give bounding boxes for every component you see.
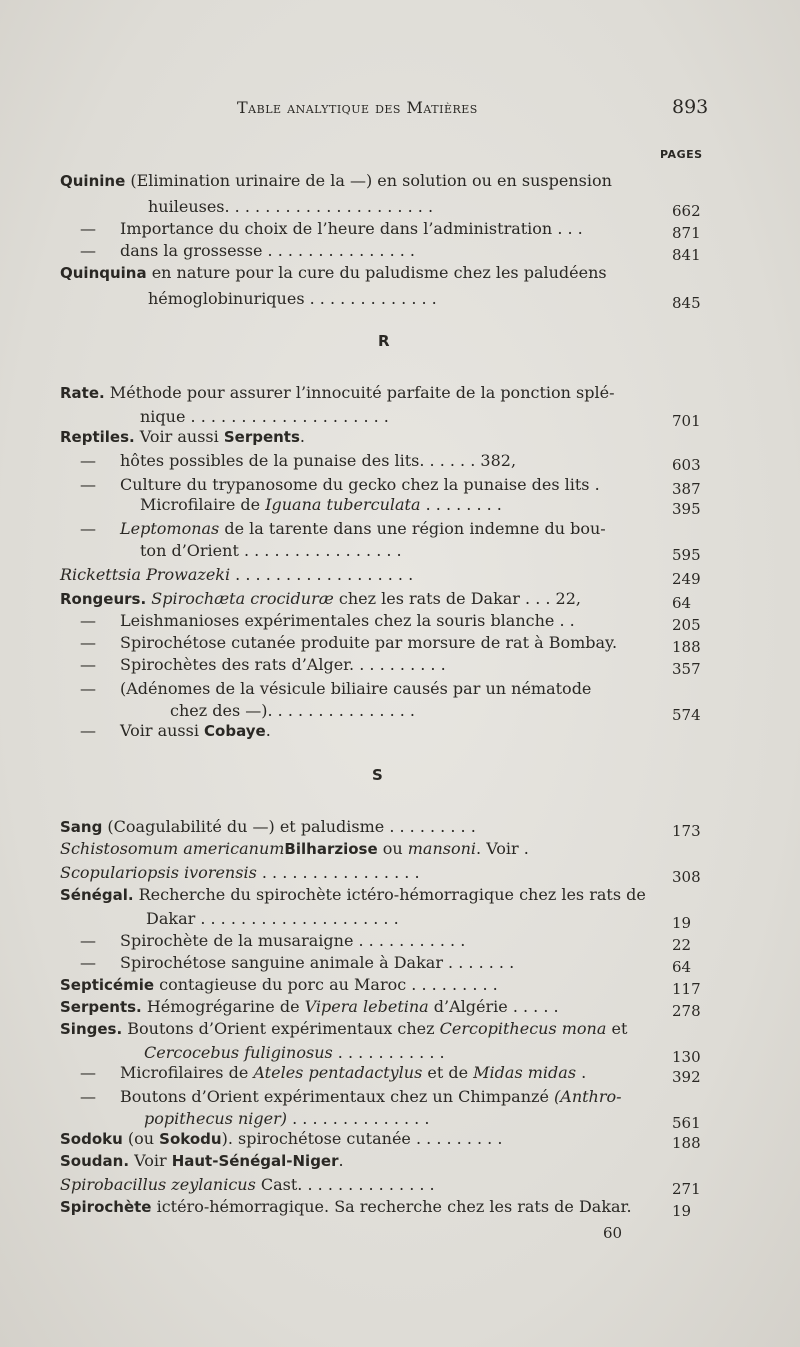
entry-page-ref: 395 <box>672 500 701 518</box>
index-line-text <box>80 632 617 654</box>
entry-keyword: Reptiles. <box>60 428 135 446</box>
entry-page-ref: 278 <box>672 1002 701 1020</box>
entry-text: . <box>523 839 529 858</box>
index-line <box>60 450 701 474</box>
index-line <box>60 1196 692 1220</box>
index-line-text <box>80 610 575 632</box>
entry-text: Boutons d’Orient expérimentaux chez <box>122 1019 440 1038</box>
entry-keyword: Soudan. <box>60 1152 130 1170</box>
entry-text: . <box>299 427 305 446</box>
entry-page-ref: 574 <box>672 706 701 724</box>
ditto-dash: — <box>80 1087 96 1106</box>
index-line <box>60 1086 660 1108</box>
index-line <box>60 632 701 656</box>
entry-text: Importance du choix de l’heure dans l’administration . . . <box>120 219 583 238</box>
index-line <box>60 240 701 264</box>
entry-keyword: Sénégal. <box>60 886 134 904</box>
entry-italic: Iguana tuberculata <box>265 495 421 514</box>
entry-text: Voir <box>129 1151 172 1170</box>
entry-page-ref: 173 <box>672 822 701 840</box>
index-line <box>60 218 701 242</box>
entry-text: dans la grossesse . . . . . . . . . . . . . . . <box>120 241 416 260</box>
entry-page-ref: 188 <box>672 638 701 656</box>
entry-text: . . . . . . . . . . . . . . . . <box>256 863 420 882</box>
ditto-dash: — <box>80 721 96 740</box>
index-line-text <box>170 700 415 722</box>
index-line <box>60 1174 701 1198</box>
entry-text: Hémogrégarine de <box>141 997 305 1016</box>
entry-page-ref: 561 <box>672 1114 701 1132</box>
index-line-text <box>60 862 420 884</box>
index-line-text <box>80 654 446 676</box>
index-line-text <box>60 426 305 448</box>
entry-text: ictéro-hémorragique. Sa recherche chez les rats de Dakar. <box>151 1197 632 1216</box>
index-line-text <box>80 952 514 974</box>
entry-text: (ou <box>122 1129 160 1148</box>
entry-text: Spirochète de la musaraigne . . . . . . . . . . . <box>120 931 466 950</box>
entry-text: Culture du trypanosome du gecko chez la punaise des lits . <box>120 475 600 494</box>
ditto-dash: — <box>80 679 96 698</box>
signature-mark: 60 <box>603 1224 623 1242</box>
index-line-text <box>144 1108 429 1130</box>
entry-keyword: Sokodu <box>159 1130 222 1148</box>
entry-keyword: Singes. <box>60 1020 123 1038</box>
entry-keyword: Cobaye <box>204 722 266 740</box>
entry-text: huileuses. . . . . . . . . . . . . . . . . . . . . <box>148 197 434 216</box>
entry-italic: Vipera lebetina <box>304 997 429 1016</box>
index-line <box>60 884 660 906</box>
entry-text: . <box>265 721 271 740</box>
entry-page-ref: 271 <box>672 1180 701 1198</box>
index-line-text <box>60 838 529 860</box>
index-line-text <box>60 884 646 906</box>
entry-text: ton d’Orient . . . . . . . . . . . . . . . . <box>140 541 402 560</box>
index-line <box>60 382 660 404</box>
entry-italic: Midas midas <box>473 1063 577 1082</box>
entry-keyword: Quinquina <box>60 264 147 282</box>
index-line <box>60 610 701 634</box>
index-line-text <box>146 908 399 930</box>
index-line <box>60 518 660 540</box>
index-line <box>60 1042 701 1066</box>
entry-keyword: Bilharziose <box>284 840 378 858</box>
entry-page-ref: 662 <box>672 202 701 220</box>
entry-italic: (Anthro- <box>554 1087 622 1106</box>
entry-page-ref: 19 <box>672 914 692 932</box>
entry-page-ref: 22 <box>672 936 692 954</box>
entry-page-ref: 841 <box>672 246 701 264</box>
entry-text: (Coagulabilité du —) et paludisme . . . . . . . . . <box>102 817 476 836</box>
entry-text: . <box>338 1151 344 1170</box>
entry-page-ref: 205 <box>672 616 701 634</box>
entry-italic: Schistosomum americanum <box>60 839 285 858</box>
index-line <box>60 654 701 678</box>
entry-keyword: Quinine <box>60 172 126 190</box>
entry-text: chez des —). . . . . . . . . . . . . . . <box>170 701 415 720</box>
entry-text: Dakar . . . . . . . . . . . . . . . . . . . . <box>146 909 399 928</box>
entry-text: Spirochétose cutanée produite par morsure de rat à Bombay. <box>120 633 618 652</box>
entry-text: (Adénomes de la vésicule biliaire causés par un nématode <box>120 679 592 698</box>
entry-text: Méthode pour assurer l’innocuité parfaite de la ponction splé- <box>104 383 615 402</box>
entry-text: ). spirochétose cutanée . . . . . . . . . <box>221 1129 503 1148</box>
entry-text: et de <box>422 1063 474 1082</box>
index-line <box>60 862 701 886</box>
index-line <box>60 720 660 742</box>
entry-page-ref: 130 <box>672 1048 701 1066</box>
index-line <box>60 678 660 700</box>
index-line <box>60 262 660 284</box>
ditto-dash: — <box>80 611 96 630</box>
index-line-text <box>60 262 607 284</box>
entry-text: Leishmanioses expérimentales chez la souris blanche . . <box>120 611 575 630</box>
entry-page-ref: 357 <box>672 660 701 678</box>
ditto-dash: — <box>80 1063 96 1082</box>
index-line-text <box>60 564 413 586</box>
index-line-text <box>60 588 581 610</box>
index-line-text <box>80 218 583 240</box>
index-line <box>60 974 701 998</box>
entry-keyword: Sang <box>60 818 103 836</box>
index-line-text <box>80 450 516 472</box>
index-line-text <box>80 1062 586 1084</box>
entry-text: Boutons d’Orient expérimentaux chez un Chimpanzé <box>120 1087 555 1106</box>
entry-italic: mansoni <box>407 839 477 858</box>
index-line <box>60 474 701 498</box>
entry-page-ref: 117 <box>672 980 701 998</box>
entry-italic: Ateles pentadactylus <box>253 1063 423 1082</box>
entry-italic: Spirobacillus zeylanicus <box>60 1175 256 1194</box>
index-line-text <box>60 974 498 996</box>
index-line-text <box>140 406 389 428</box>
index-line-text <box>148 196 433 218</box>
entry-page-ref: 387 <box>672 480 701 498</box>
entry-text: hémoglobinuriques . . . . . . . . . . . . . <box>148 289 437 308</box>
page-number: 893 <box>672 96 709 118</box>
entry-text: Spirochétose sanguine animale à Dakar . . . . . . . <box>120 953 515 972</box>
index-line-text <box>80 678 591 700</box>
ditto-dash: — <box>80 219 96 238</box>
entry-text: . . . . . . . . . . . . . . . . . . <box>230 565 414 584</box>
index-line-text <box>80 720 271 742</box>
entry-page-ref: 871 <box>672 224 701 242</box>
index-line-text <box>60 1128 502 1150</box>
entry-text: . . . . . . . . . . . . . . <box>287 1109 430 1128</box>
entry-text: . <box>576 1063 587 1082</box>
index-line-text <box>60 1150 344 1172</box>
index-line-text <box>60 996 559 1018</box>
entry-page-ref: 701 <box>672 412 701 430</box>
entry-page-ref: 64 <box>672 594 692 612</box>
entry-italic: Cercopithecus mona <box>439 1019 607 1038</box>
entry-text: Cast. . . . . . . . . . . . . . <box>255 1175 435 1194</box>
entry-keyword: Haut-Sénégal-Niger <box>171 1152 339 1170</box>
ditto-dash: — <box>80 953 96 972</box>
index-line-text <box>60 1196 632 1218</box>
index-line-text <box>60 1018 627 1040</box>
index-line <box>60 952 692 976</box>
entry-page-ref: 64 <box>672 958 692 976</box>
running-title: Table analytique des Matières <box>237 98 478 117</box>
index-line-text <box>144 1042 445 1064</box>
index-line-text <box>148 288 437 310</box>
index-line-text <box>80 930 465 952</box>
entry-text: Voir aussi <box>120 721 205 740</box>
index-line-text <box>140 494 502 516</box>
index-line-text <box>60 1174 435 1196</box>
entry-text: Spirochètes des rats d’Alger. . . . . . . . . . <box>120 655 446 674</box>
index-line <box>60 426 660 448</box>
entry-keyword: Rate. <box>60 384 105 402</box>
index-line <box>60 816 701 840</box>
index-line <box>60 564 701 588</box>
entry-text: contagieuse du porc au Maroc . . . . . . . . . <box>154 975 498 994</box>
entry-italic: popithecus niger) <box>144 1109 288 1128</box>
index-line <box>60 1018 660 1040</box>
entry-text: . . . . . . . . <box>420 495 502 514</box>
entry-keyword: Sodoku <box>60 1130 123 1148</box>
ditto-dash: — <box>80 241 96 260</box>
index-line-text <box>80 240 415 262</box>
ditto-dash: — <box>80 931 96 950</box>
ditto-dash: — <box>80 519 96 538</box>
entry-page-ref: 249 <box>672 570 701 588</box>
index-line <box>60 196 701 220</box>
entry-keyword: Rongeurs. <box>60 590 147 608</box>
entry-page-ref: 392 <box>672 1068 701 1086</box>
index-line <box>60 1150 660 1172</box>
entry-page-ref: 845 <box>672 294 701 312</box>
entry-keyword: Spirochète <box>60 1198 152 1216</box>
ditto-dash: — <box>80 655 96 674</box>
ditto-dash: — <box>80 451 96 470</box>
entry-page-ref: 188 <box>672 1134 701 1152</box>
entry-page-ref: 19 <box>672 1202 692 1220</box>
index-line <box>60 494 701 518</box>
entry-italic: Cercocebus fuliginosus <box>144 1043 333 1062</box>
entry-text: en nature pour la cure du paludisme chez les paludéens <box>146 263 607 282</box>
index-line <box>60 170 660 192</box>
entry-italic: Scopulariopsis ivorensis <box>60 863 257 882</box>
index-line <box>60 1062 701 1086</box>
entry-text: nique . . . . . . . . . . . . . . . . . . . . <box>140 407 389 426</box>
section-letter-s: S <box>372 766 383 784</box>
section-letter-r: R <box>378 332 390 350</box>
index-line-text <box>80 518 606 540</box>
index-line-text <box>140 540 402 562</box>
ditto-dash: — <box>80 475 96 494</box>
entry-text: de la tarente dans une région indemne du bou- <box>219 519 606 538</box>
entry-italic: Leptomonas <box>120 519 220 538</box>
entry-text: Recherche du spirochète ictéro-hémorragique chez les rats de <box>133 885 646 904</box>
index-line <box>60 908 692 932</box>
index-line <box>60 700 701 724</box>
entry-text: hôtes possibles de la punaise des lits. . . . . . 382, <box>120 451 517 470</box>
index-line <box>60 1108 701 1132</box>
entry-text: chez les rats de Dakar . . . 22, <box>333 589 581 608</box>
index-line-text <box>60 170 612 192</box>
index-line <box>60 930 692 954</box>
entry-italic: Spirochæta crociduræ <box>151 589 334 608</box>
index-line-text <box>60 816 476 838</box>
entry-page-ref: 308 <box>672 868 701 886</box>
entry-keyword: Serpents <box>223 428 300 446</box>
index-line <box>60 406 701 430</box>
pages-column-label: PAGES <box>660 148 703 161</box>
index-line <box>60 540 701 564</box>
entry-text: . Voir <box>476 839 524 858</box>
entry-text: Microfilaires de <box>120 1063 254 1082</box>
entry-italic: Rickettsia Prowazeki <box>60 565 231 584</box>
entry-text: . . . . . . . . . . . <box>332 1043 445 1062</box>
entry-text: ou <box>377 839 408 858</box>
index-line <box>60 1128 701 1152</box>
index-line <box>60 288 701 312</box>
entry-page-ref: 603 <box>672 456 701 474</box>
entry-text: Voir aussi <box>134 427 224 446</box>
entry-text: Microfilaire de <box>140 495 266 514</box>
entry-page-ref: 595 <box>672 546 701 564</box>
index-line <box>60 838 660 860</box>
ditto-dash: — <box>80 633 96 652</box>
entry-text: et <box>606 1019 628 1038</box>
index-line <box>60 588 692 612</box>
entry-keyword: Septicémie <box>60 976 155 994</box>
index-line-text <box>80 474 600 496</box>
entry-keyword: Serpents. <box>60 998 142 1016</box>
entry-text: d’Algérie . . . . . <box>428 997 559 1016</box>
entry-text: (Elimination urinaire de la —) en solution ou en suspension <box>125 171 612 190</box>
index-line <box>60 996 701 1020</box>
index-line-text <box>80 1086 622 1108</box>
index-line-text <box>60 382 614 404</box>
